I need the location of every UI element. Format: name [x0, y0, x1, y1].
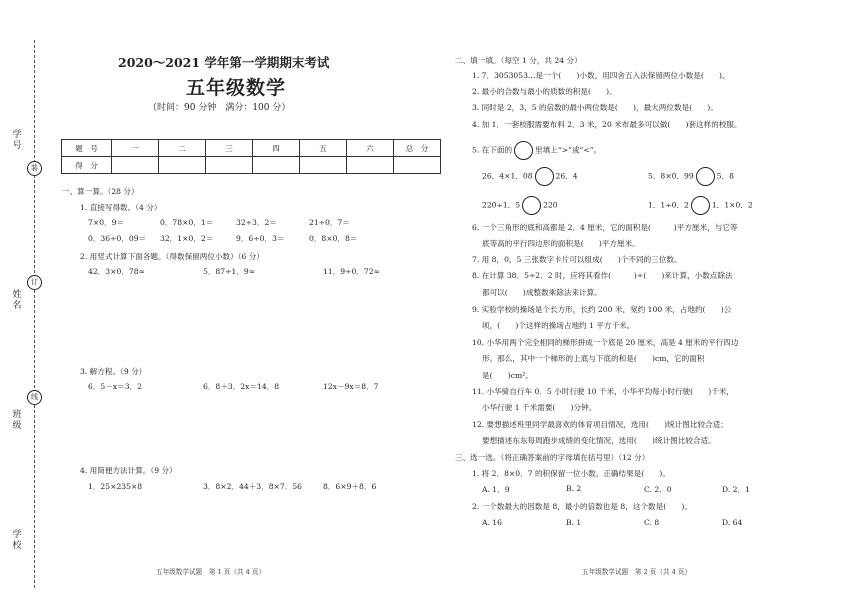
- fill-item: 1. 7．3053053…是一个( )小数，用四舍五入法保留两位小数是( )。: [472, 71, 730, 80]
- exam-title: 2020～2021 学年第一学期期末考试: [118, 55, 330, 70]
- fill-item: 7. 用 8，0，5 三张数字卡片可以组成( )个不同的三位数。: [472, 255, 682, 264]
- score-header-cell: 四: [253, 140, 300, 157]
- exam-meta: （时间：90 分钟 满分：100 分）: [148, 103, 291, 113]
- score-header-cell: 五: [300, 140, 347, 157]
- q3-item: 6．8＋3．2x＝14．8: [203, 382, 280, 391]
- fill-item: 10. 小华用两个完全相同的梯形拼成一个底是 20 厘米，高是 4 厘米的平行四边: [472, 338, 739, 347]
- q2-item: 11．9÷0．72≈: [323, 267, 380, 276]
- section-1-heading: 一、算一算。（28 分）: [62, 187, 139, 196]
- choice-option: D. 2．1: [722, 485, 750, 494]
- fill-item: 顷，( )个这样的操场占地约 1 平方千米。: [482, 321, 635, 330]
- section-2-heading: 二、填一填。（每空 1 分，共 24 分）: [455, 56, 582, 65]
- compare-row: [648, 196, 753, 215]
- q3-heading: 3. 解方程。（9 分）: [80, 367, 147, 376]
- fill-item: 都可以( )成整数乘除法来计算。: [482, 288, 602, 297]
- score-header-cell: 三: [206, 140, 253, 157]
- q1-heading: 1. 直接写得数。（4 分）: [80, 203, 162, 212]
- fill-item: 小华行驶 1 千米需要( )分钟。: [482, 403, 597, 412]
- q3-item: 6．5－x＝3．2: [88, 382, 142, 391]
- q2-item: 42．3×0．78≈: [88, 267, 145, 276]
- q3-item: 12x－9x＝8．7: [323, 382, 379, 391]
- score-header-cell: 题 号: [62, 140, 112, 157]
- binding-hole-1: 装: [27, 161, 42, 176]
- choice-option: D. 64: [722, 518, 743, 527]
- student-number-label: 学 号: [12, 130, 22, 151]
- binding-dashed-line: [34, 40, 35, 588]
- compare-left: 1．1÷0．2: [648, 200, 689, 210]
- compare-left: 5．8×0．99: [648, 171, 694, 181]
- q2-item: 5．87÷1．9≈: [203, 267, 256, 276]
- compare-row: [482, 196, 558, 215]
- student-name-label: 姓 名: [12, 290, 22, 311]
- score-cell: [253, 157, 300, 174]
- score-cell: [206, 157, 253, 174]
- binding-hole-3: 线: [27, 390, 42, 405]
- compare-circle[interactable]: [522, 196, 541, 215]
- page-2-footer: 五年级数学试题 第 2 页（共 4 页）: [582, 568, 692, 576]
- q1-item: 0．8×0．8＝: [309, 234, 358, 243]
- choice-option: C. 8: [644, 518, 660, 527]
- fill-item-5: [472, 141, 601, 160]
- score-header-cell: 六: [347, 140, 394, 157]
- q4-item: 1．25×235×8: [88, 482, 143, 491]
- compare-circle[interactable]: [691, 196, 710, 215]
- compare-circle[interactable]: [696, 167, 715, 186]
- q2-heading: 2. 用竖式计算下面各题。（得数保留两位小数）（6 分）: [80, 252, 264, 261]
- score-table: [61, 139, 441, 174]
- q1-item: 9．6÷0．3＝: [236, 234, 285, 243]
- score-table-row: [62, 157, 441, 174]
- fill-item: 3. 同时是 2，3，5 的倍数的最小两位数是( )，最大两位数是( )。: [472, 103, 718, 112]
- q1-item: 0．78×0．1＝: [160, 218, 214, 227]
- fill-item: 11. 小华骑自行车 0．5 小时行驶 10 千米，小华平均每小时行驶( )千米，: [472, 387, 735, 396]
- q4-item: 3．8×2．44＋3．8×7．56: [203, 482, 303, 491]
- q1-item: 0．36÷0．09＝: [88, 234, 147, 243]
- score-cell: [347, 157, 394, 174]
- fill-item: 要想描述东东每周跑步成绩的变化情况，选用( )统计图比较合适。: [482, 436, 716, 445]
- compare-circle[interactable]: [535, 167, 554, 186]
- compare-right: 220: [543, 200, 558, 210]
- score-cell: [112, 157, 159, 174]
- compare-right: 5．8: [716, 171, 734, 181]
- fill-item: 6. 一个三角形的底和高都是 2．4 厘米，它的面积是( )平方厘米，与它等: [472, 223, 738, 232]
- choice-option: B. 1: [566, 518, 582, 527]
- fill-item-5-text: 5. 在下面的: [472, 145, 513, 155]
- choice-question: 1. 将 2．8×0．7 的积保留一位小数，正确结果是( )。: [472, 469, 670, 478]
- score-cell: [394, 157, 441, 174]
- q1-item: 32÷3．2＝: [236, 218, 277, 227]
- binding-hole-2: 订: [27, 275, 42, 290]
- school-label: 学 校: [12, 530, 22, 551]
- score-row-label: 得 分: [62, 157, 112, 174]
- choice-question: 2. 一个数最大的因数是 8，最小的倍数也是 8，这个数是( )。: [472, 502, 692, 511]
- score-header-cell: 一: [112, 140, 159, 157]
- class-label: 班 级: [12, 410, 22, 431]
- choice-option: B. 2: [566, 484, 582, 493]
- choice-option: C. 2．0: [644, 485, 672, 494]
- fill-item: 8. 在计算 38．5÷2．2 时，应将其看作( )÷( )来计算，小数点除法: [472, 271, 733, 280]
- q1-item: 32．1×0．2＝: [160, 234, 214, 243]
- fill-item: 是( )cm²。: [482, 371, 533, 380]
- fill-item: 2. 最小的合数与最小的质数的积是( )。: [472, 87, 617, 96]
- compare-left: 26．4×1．08: [482, 171, 533, 181]
- q1-item: 21÷0．7＝: [309, 218, 350, 227]
- compare-row: [482, 167, 578, 186]
- compare-right: 26．4: [555, 171, 578, 181]
- fill-item-5-text-end: 里填上“>”或“<”。: [535, 145, 602, 155]
- score-cell: [159, 157, 206, 174]
- score-header-cell: 总 分: [394, 140, 441, 157]
- page-1-footer: 五年级数学试题 第 1 页（共 4 页）: [156, 568, 266, 576]
- score-cell: [300, 157, 347, 174]
- q4-item: 8．6×9＋8．6: [323, 482, 377, 491]
- section-3-heading: 三、选一选。（将正确答案前的字母填在括号里）（12 分）: [455, 453, 650, 462]
- fill-item: 12. 要想描述班里同学最喜欢的体育项目情况，选用( )统计图比较合适；: [472, 420, 728, 429]
- compare-row: [648, 167, 734, 186]
- fill-item: 4. 加 1．一套校服需要布料 2．3 米，20 米布最多可以做( )套这样的校服。: [472, 120, 742, 129]
- q1-item: 7×0．9＝: [88, 218, 125, 227]
- fill-item: 底等高的平行四边形的面积是( )平方厘米。: [482, 239, 640, 248]
- choice-option: A. 16: [482, 518, 502, 527]
- choice-option: A. 1．9: [482, 485, 510, 494]
- fill-item: 形。那么，其中一个梯形的上底与下底的和是( )cm，它的面积: [482, 354, 705, 363]
- compare-left: 220÷1．5: [482, 200, 521, 210]
- compare-right: 1．1×0．2: [711, 200, 753, 210]
- fill-item: 9. 实验学校的操场是个长方形，长约 200 米，宽约 100 米，占地约( )公: [472, 305, 732, 314]
- compare-circle: [514, 141, 533, 160]
- q4-heading: 4. 用简便方法计算。（9 分）: [80, 466, 177, 475]
- score-table-header: [62, 140, 441, 157]
- score-header-cell: 二: [159, 140, 206, 157]
- exam-subject: 五年级数学: [186, 77, 287, 99]
